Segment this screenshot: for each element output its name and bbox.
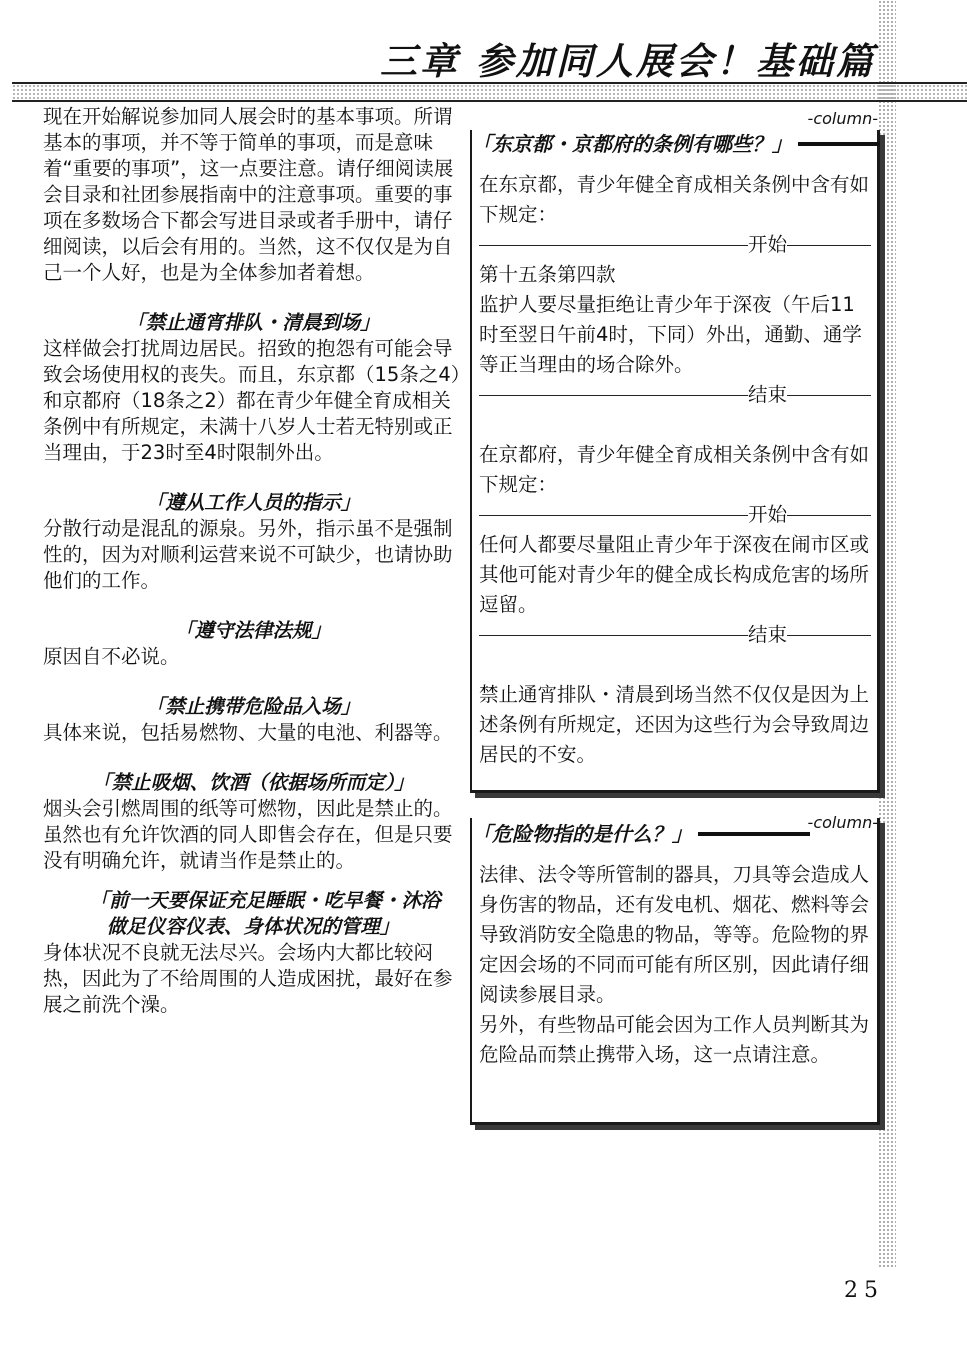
- quote-start-divider: [479, 230, 871, 260]
- page-number: 25: [844, 1278, 884, 1303]
- divider-line: [479, 395, 748, 396]
- section-heading: 「遵从工作人员的指示」: [145, 491, 361, 514]
- divider-line: [479, 515, 748, 516]
- kyoto-text: 任何人都要尽量阻止青少年于深夜在闹市区或其他可能对青少年的健全成长构成危害的场所逗留。: [479, 533, 870, 616]
- section-follow-staff: [43, 490, 463, 594]
- divider-line: [479, 245, 748, 246]
- section-obey-law: [43, 618, 463, 670]
- tokyo-intro: 在东京都，青少年健全育成相关条例中含有如下规定：: [479, 173, 870, 226]
- tokyo-article: 第十五条第四款: [479, 263, 616, 286]
- section-heading: 「遵守法律法规」: [174, 619, 331, 642]
- column-title: [472, 130, 877, 158]
- section-heading-line2: 做足仪容仪表、身体状况的管理」: [106, 915, 400, 938]
- start-label: 开始: [747, 503, 787, 526]
- intro-paragraph: 现在开始解说参加同人展会时的基本事项。所谓基本的事项，并不等于简单的事项，而是意味着“重要的事项”，这一点要注意。请仔细阅读展会目录和社团参展指南中的注意事项。重要的事项在多数场合下都会写进目录或者手册中，请仔细阅读，以后会有用的。当然，这不仅仅是为自己一个人好，也是为全体参加者着想。: [43, 105, 454, 284]
- column-tag: -column-: [807, 109, 878, 128]
- section-body: 这样做会打扰周边居民。招致的抱怨有可能会导致会场使用权的丧失。而且，东京都（15条之4）和京都府（18条之2）都在青少年健全育成相关条例中有所规定，未满十八岁人士若无特别或正当理由，于23时至4时限制外出。: [43, 337, 461, 464]
- section-heading-line1: 「前一天要保证充足睡眠・吃早餐・沐浴: [89, 889, 441, 912]
- tokyo-text: 监护人要尽量拒绝让青少年于深夜（午后11时至翌日午前4时，下同）外出，通勤、通学等正当理由的场合除外。: [479, 293, 862, 376]
- dangerous-items-para1: 法律、法令等所管制的器具，刀具等会造成人身伤害的物品，还有发电机、烟花、燃料等会导致消防安全隐患的物品，等等。危险物的界定因会场的不同而可能有所区别，因此请仔细阅读参展目录。: [479, 863, 870, 1006]
- section-health-management: [43, 888, 463, 1018]
- column-box-ordinances: [470, 109, 880, 793]
- column-title-text: 「危险物指的是什么？」: [472, 822, 692, 846]
- screentone-side-strip: [878, 0, 896, 1268]
- divider-line: [787, 395, 871, 396]
- quote-end-divider: [479, 380, 871, 410]
- column-body: [472, 848, 877, 1070]
- column-box-dangerous-items: [470, 813, 880, 1125]
- end-label: 结束: [747, 623, 787, 646]
- section-heading: 「禁止吸烟、饮酒（依据场所而定）」: [92, 771, 414, 794]
- section-heading: 「禁止通宵排队・清晨到场」: [126, 311, 380, 334]
- chapter-title: 三章 参加同人展会！基础篇: [380, 39, 876, 83]
- section-body: 原因自不必说。: [43, 645, 180, 668]
- column-title-bar: [698, 832, 810, 836]
- column-title-text: 「东京都・京都府的条例有哪些？」: [472, 132, 792, 156]
- divider-line: [787, 635, 871, 636]
- section-body: 烟头会引燃周围的纸等可燃物，因此是禁止的。虽然也有允许饮酒的同人即售会存在，但是只要没有明确允许，就请当作是禁止的。: [43, 797, 453, 872]
- column-title-bar: [798, 142, 880, 146]
- end-label: 结束: [747, 383, 787, 406]
- column-tag: -column-: [807, 813, 878, 832]
- quote-start-divider: [479, 500, 871, 530]
- ordinance-conclusion: 禁止通宵排队・清晨到场当然不仅仅是因为上述条例有所规定，还因为这些行为会导致周边居民的不安。: [479, 683, 870, 766]
- section-body: 身体状况不良就无法尽兴。会场内大都比较闷热，因此为了不给周围的人造成困扰，最好在参展之前洗个澡。: [43, 941, 453, 1016]
- section-no-dangerous-items: [43, 694, 463, 746]
- spacer: [479, 650, 871, 680]
- section-body: 分散行动是混乱的源泉。另外，指示虽不是强制性的，因为对顺利运营来说不可缺少，也请协助他们的工作。: [43, 517, 453, 592]
- main-column: [43, 104, 463, 1018]
- column-body: [472, 158, 877, 770]
- section-no-overnight-queue: [43, 310, 463, 466]
- dangerous-items-para2: 另外，有些物品可能会因为工作人员判断其为危险品而禁止携带入场，这一点请注意。: [479, 1013, 870, 1066]
- header-rule-lower: [12, 100, 967, 102]
- screentone-header-band: [12, 84, 967, 100]
- kyoto-intro: 在京都府，青少年健全育成相关条例中含有如下规定：: [479, 443, 870, 496]
- divider-line: [787, 515, 871, 516]
- divider-line: [787, 245, 871, 246]
- section-heading: 「禁止携带危险品入场」: [145, 695, 361, 718]
- quote-end-divider: [479, 620, 871, 650]
- spacer: [479, 410, 871, 440]
- section-body: 具体来说，包括易燃物、大量的电池、利器等。: [43, 721, 453, 744]
- section-no-smoking-drinking: [43, 770, 463, 874]
- divider-line: [479, 635, 748, 636]
- start-label: 开始: [747, 233, 787, 256]
